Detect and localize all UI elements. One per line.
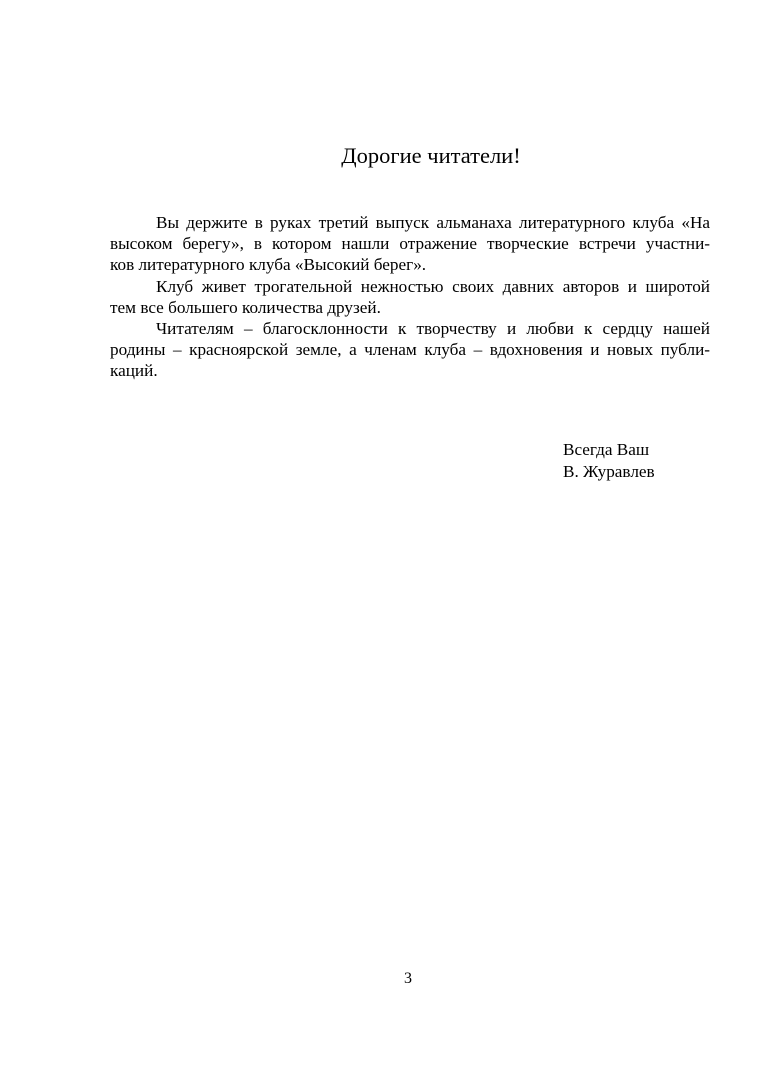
signature-closing: Всегда Ваш [563, 440, 650, 459]
page-title: Дорогие читатели! [341, 143, 521, 168]
signature-author: В. Журавлев [563, 462, 655, 481]
paragraph-1 [110, 212, 710, 276]
paragraph-3 [110, 318, 710, 382]
paragraph-line: Вы держите в руках третий выпуск альманаха литературного клуба «На [156, 213, 710, 232]
paragraph-line: тем все большего количества друзей. [110, 297, 381, 317]
paragraph-2 [110, 276, 710, 318]
paragraph-line: Читателям – благосклонности к творчеству и любви к сердцу нашей [156, 318, 710, 338]
paragraph-line: Клуб живет трогательной нежностью своих давних авторов и широтой [156, 276, 710, 296]
letter-body [110, 212, 710, 382]
page-number: 3 [404, 970, 412, 987]
paragraph-line: высоком берегу», в котором нашли отражение творческие встречи участни- [110, 234, 710, 254]
signature-block [563, 439, 655, 483]
paragraph-line: каций. [110, 361, 158, 381]
paragraph-line: ков литературного клуба «Высокий берег». [110, 255, 427, 275]
paragraph-line: родины – красноярской земле, а членам клуба – вдохновения и новых публи- [110, 340, 710, 360]
